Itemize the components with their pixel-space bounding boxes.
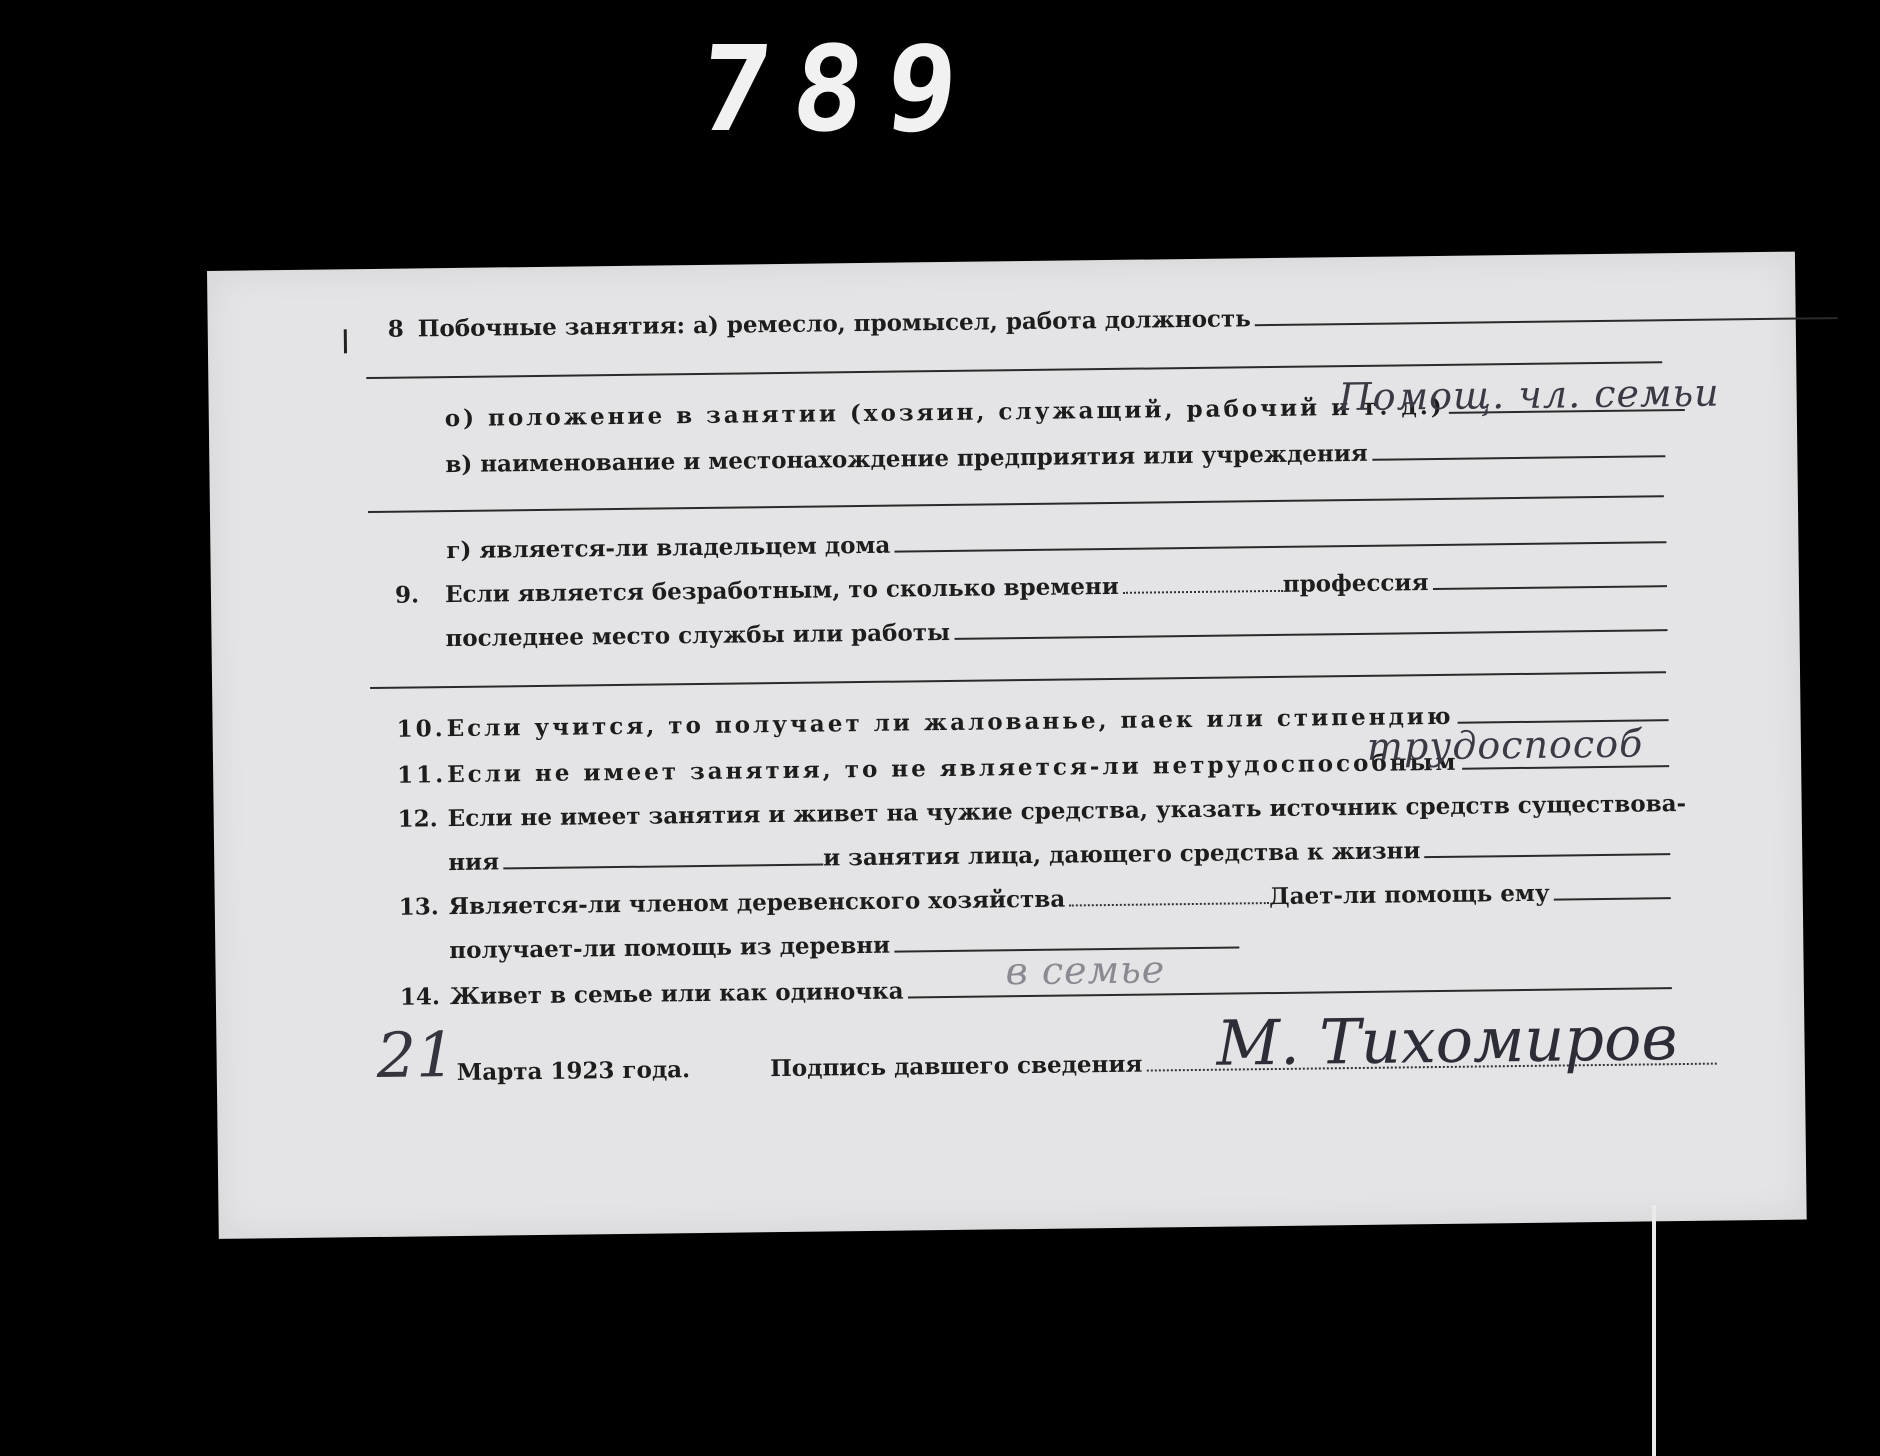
margin-mark	[344, 329, 347, 353]
q9-duration-field[interactable]	[1123, 589, 1283, 594]
q9-label: Если является безработным, то сколько времени	[444, 572, 1119, 609]
q12-cont2-label: и занятия лица, дающего средства к жизни	[822, 837, 1421, 872]
q13-help-field[interactable]	[1554, 896, 1671, 900]
q8-g-field[interactable]	[894, 540, 1666, 552]
q8-g-label: г) является-ли владельцем дома	[446, 531, 891, 565]
q9-row	[395, 559, 1667, 609]
q8-number: 8	[387, 315, 404, 343]
q11-number: 11.	[397, 761, 447, 789]
q10-number: 10.	[396, 715, 446, 743]
footer-date-text: Марта 1923 года.	[456, 1056, 691, 1087]
film-edge-line	[1652, 1205, 1656, 1456]
q10-label: Если учится, то получает ли жалованье, паек или стипендию	[446, 702, 1454, 743]
q9-row-last-job	[445, 603, 1667, 652]
q13-cont-label: получает-ли помощь из деревни	[449, 931, 891, 965]
signature: М. Тихомиров	[1216, 1001, 1678, 1080]
q12-label: Если не имеет занятия и живет на чужие средства, указать источник средств существова-	[447, 789, 1687, 833]
q8-b-label: о) положение в занятии (хозяин, служащий, рабочий и т. д.)	[444, 392, 1445, 433]
signature-label: Подпись давшего сведения	[769, 1050, 1143, 1083]
frame-number: 789	[692, 20, 987, 158]
q8-row-g	[446, 515, 1666, 564]
q8-row-v	[445, 429, 1665, 478]
census-card	[207, 252, 1807, 1239]
footer-day: 21	[376, 1018, 456, 1092]
q11-answer: трудоспособ	[1366, 721, 1644, 769]
q8-v-rule	[368, 495, 1664, 513]
q8-v-field[interactable]	[1372, 454, 1665, 461]
q12-row	[397, 783, 1687, 833]
q12-person-field[interactable]	[1425, 852, 1671, 858]
q11-label: Если не имеет занятия, то не является-ли нетрудоспособным	[447, 748, 1459, 789]
q8-row-a	[387, 291, 1837, 343]
q12-source-field[interactable]	[503, 863, 823, 870]
q13-label: Является-ли членом деревенского хозяйства	[448, 885, 1066, 921]
q14-label: Живет в семье или как одиночка	[449, 977, 904, 1011]
q12-row-cont	[448, 827, 1670, 876]
q9-last-job-field[interactable]	[954, 628, 1667, 640]
q13-help-label: Дает-ли помощь ему	[1269, 879, 1550, 911]
q9-profession-field[interactable]	[1433, 584, 1667, 590]
q8-v-label: в) наименование и местонахождение предприятия или учреждения	[445, 439, 1368, 479]
q13-row	[399, 871, 1671, 921]
q8-a-label: Побочные занятия: а) ремесло, промысел, работа должность	[417, 305, 1251, 343]
q8-b-answer: Помощ. чл. семьи	[1338, 370, 1720, 420]
q13-member-field[interactable]	[1069, 901, 1269, 906]
q12-number: 12.	[397, 805, 438, 833]
q8-a-field[interactable]	[1255, 316, 1838, 326]
q14-number: 14.	[399, 983, 441, 1011]
q14-answer: в семье	[1005, 947, 1166, 994]
q12-cont-label: ния	[448, 848, 500, 877]
q9-profession-label: профессия	[1282, 569, 1429, 598]
q9-rule	[370, 671, 1666, 689]
q9-number: 9.	[394, 581, 420, 609]
q13-number: 13.	[398, 893, 439, 921]
q9-last-job-label: последнее место службы или работы	[445, 618, 951, 653]
